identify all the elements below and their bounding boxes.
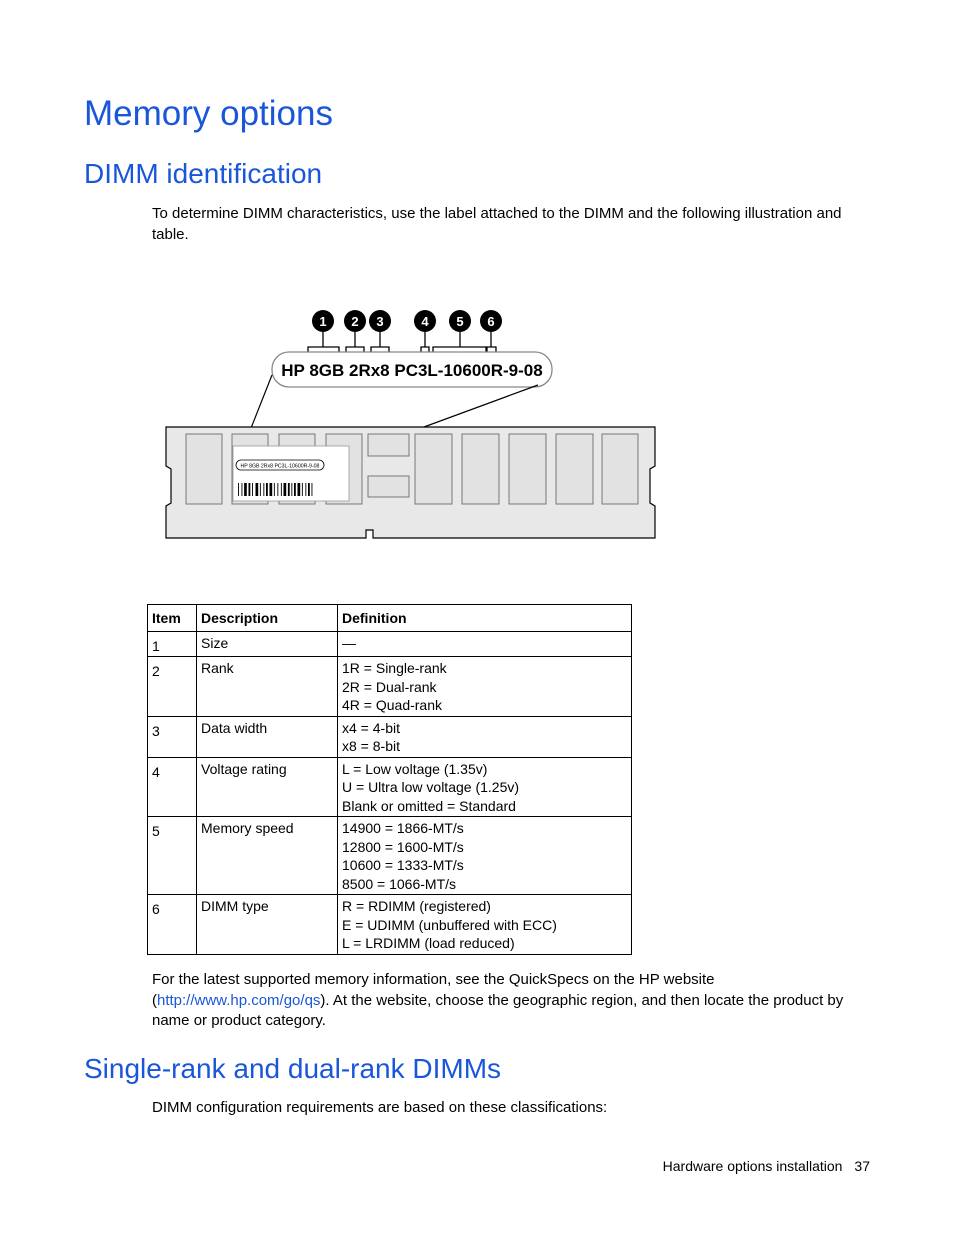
label-callout-text: HP 8GB 2Rx8 PC3L-10600R-9-08 xyxy=(281,361,543,380)
table-row xyxy=(148,757,632,817)
config-paragraph: DIMM configuration requirements are based on these classifications: xyxy=(152,1099,608,1116)
cell-description: Data width xyxy=(197,716,338,757)
dimm-small-label xyxy=(233,446,349,501)
quickspecs-link[interactable]: http://www.hp.com/go/qs xyxy=(157,991,321,1009)
table-row xyxy=(148,657,632,717)
cell-definition: 14900 = 1866-MT/s 12800 = 1600-MT/s 10600 = 1333-MT/s 8500 = 1066-MT/s xyxy=(338,817,632,895)
cell-description: Rank xyxy=(197,657,338,717)
cell-item: 1 xyxy=(148,631,197,657)
dimm-small-label-text: HP 8GB 2Rx8 PC3L-10600R-9-08 xyxy=(240,463,320,470)
cell-definition: L = Low voltage (1.35v) U = Ultra low voltage (1.25v) Blank or omitted = Standard xyxy=(338,757,632,817)
cell-definition: 1R = Single-rank 2R = Dual-rank 4R = Quad-rank xyxy=(338,657,632,717)
header-item: Item xyxy=(148,605,197,632)
cell-description: Voltage rating xyxy=(197,757,338,817)
svg-text:1: 1 xyxy=(319,314,327,329)
section-heading-dimm-identification: DIMM identification xyxy=(84,158,323,189)
page-number: 37 xyxy=(854,1158,870,1174)
callout-1 xyxy=(312,310,334,332)
callout-4 xyxy=(414,310,436,332)
latest-info-paragraph: For the latest supported memory information, see the QuickSpecs on the HP website (http://www.hp.com/go/qs). At the website, choose the geographic region, and then locate the product by name or product category. xyxy=(152,971,844,1029)
svg-text:5: 5 xyxy=(456,314,464,329)
cell-item: 5 xyxy=(148,817,197,895)
cell-definition: x4 = 4-bit x8 = 8-bit xyxy=(338,716,632,757)
header-description: Description xyxy=(197,605,338,632)
table-header-row xyxy=(148,605,632,632)
svg-text:2: 2 xyxy=(351,314,359,329)
footer-section-title: Hardware options installation xyxy=(662,1158,843,1174)
cell-description: Memory speed xyxy=(197,817,338,895)
svg-text:6: 6 xyxy=(487,314,495,329)
table-row xyxy=(148,817,632,895)
section-heading-single-dual-rank: Single-rank and dual-rank DIMMs xyxy=(84,1053,502,1084)
callout-6 xyxy=(480,310,502,332)
callout-3 xyxy=(369,310,391,332)
dimm-illustration xyxy=(150,300,670,550)
page-footer xyxy=(663,1158,870,1174)
svg-text:4: 4 xyxy=(421,314,429,329)
cell-item: 3 xyxy=(148,716,197,757)
header-definition: Definition xyxy=(338,605,632,632)
table-row xyxy=(148,895,632,955)
cell-definition: R = RDIMM (registered) E = UDIMM (unbuffered with ECC) L = LRDIMM (load reduced) xyxy=(338,895,632,955)
cell-description: DIMM type xyxy=(197,895,338,955)
intro-paragraph: To determine DIMM characteristics, use the label attached to the DIMM and the following illustration and table. xyxy=(152,205,842,243)
cell-description: Size xyxy=(197,631,338,657)
page-title: Memory options xyxy=(84,94,333,133)
cell-item: 6 xyxy=(148,895,197,955)
svg-text:3: 3 xyxy=(376,314,384,329)
cell-definition: — xyxy=(338,631,632,657)
callout-5 xyxy=(449,310,471,332)
cell-item: 4 xyxy=(148,757,197,817)
dimm-spec-table xyxy=(147,604,632,955)
table-row xyxy=(148,716,632,757)
table-row xyxy=(148,631,632,657)
callout-2 xyxy=(344,310,366,332)
cell-item: 2 xyxy=(148,657,197,717)
